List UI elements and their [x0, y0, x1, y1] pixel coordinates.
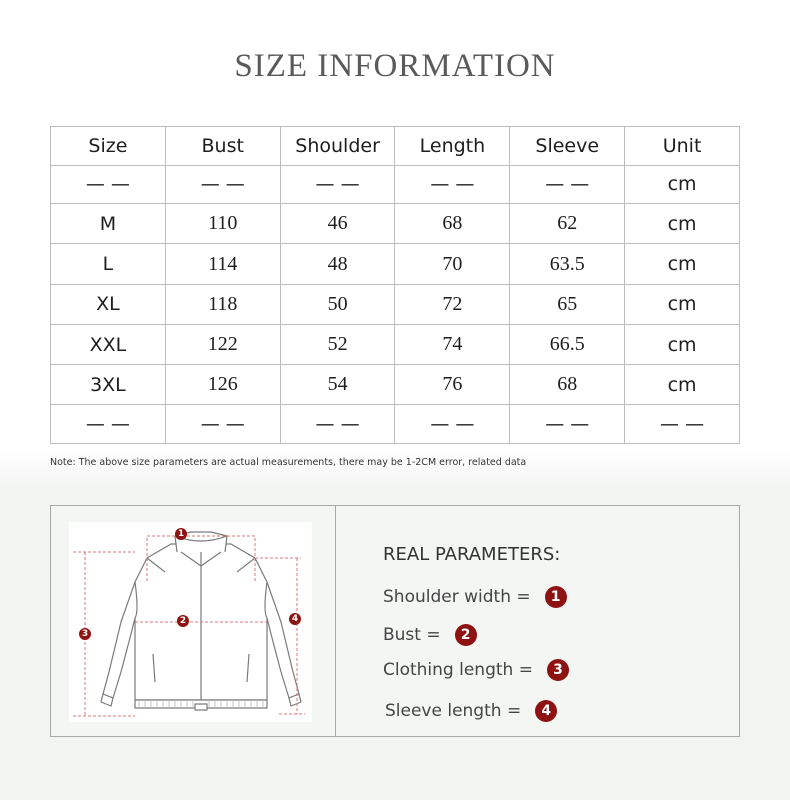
table-cell: — — — [280, 405, 395, 444]
table-cell: — — — [395, 405, 510, 444]
table-cell: XL — [51, 284, 166, 324]
table-cell: cm — [625, 365, 740, 405]
table-cell: cm — [625, 165, 740, 204]
table-row — [51, 284, 740, 324]
parameters-panel — [50, 505, 740, 737]
table-cell: 63.5 — [510, 244, 625, 284]
param-row-bust — [383, 624, 477, 646]
table-row — [51, 405, 740, 444]
param-row-length — [383, 659, 569, 681]
size-table — [50, 126, 740, 444]
marker-2-icon: 2 — [455, 624, 477, 646]
header-cell: Shoulder — [280, 127, 395, 166]
jacket-illustration — [69, 522, 312, 722]
table-cell: cm — [625, 244, 740, 284]
table-cell: — — — [51, 165, 166, 204]
table-cell: — — — [51, 405, 166, 444]
table-row — [51, 365, 740, 405]
table-row — [51, 165, 740, 204]
diagram-marker-1: 1 — [175, 528, 187, 540]
header-cell: Bust — [165, 127, 280, 166]
table-cell: — — — [165, 165, 280, 204]
table-cell: — — — [395, 165, 510, 204]
page-title: SIZE INFORMATION — [234, 48, 556, 84]
param-label: Bust = — [383, 625, 441, 645]
param-row-shoulder — [383, 586, 567, 608]
header-cell: Unit — [625, 127, 740, 166]
header-cell: Length — [395, 127, 510, 166]
diagram-marker-3: 3 — [79, 628, 91, 640]
table-cell: 66.5 — [510, 324, 625, 364]
table-cell: 62 — [510, 204, 625, 244]
table-cell: 76 — [395, 365, 510, 405]
diagram-marker-4: 4 — [289, 613, 301, 625]
table-cell: 68 — [510, 365, 625, 405]
param-label: Sleeve length = — [385, 701, 522, 721]
table-cell: 110 — [165, 204, 280, 244]
parameters-list — [383, 544, 560, 565]
header-cell: Size — [51, 127, 166, 166]
table-cell: 48 — [280, 244, 395, 284]
param-row-sleeve — [385, 700, 557, 722]
table-cell: — — — [625, 405, 740, 444]
table-cell: 122 — [165, 324, 280, 364]
marker-3-icon: 3 — [547, 659, 569, 681]
marker-4-icon: 4 — [535, 700, 557, 722]
table-cell: 118 — [165, 284, 280, 324]
diagram-marker-2: 2 — [177, 615, 189, 627]
table-row — [51, 204, 740, 244]
table-cell: 50 — [280, 284, 395, 324]
header-cell: Sleeve — [510, 127, 625, 166]
table-cell: L — [51, 244, 166, 284]
table-header-row — [51, 127, 740, 166]
table-cell: 114 — [165, 244, 280, 284]
table-cell: 3XL — [51, 365, 166, 405]
param-label: Shoulder width = — [383, 587, 531, 607]
jacket-diagram — [69, 522, 312, 722]
table-cell: M — [51, 204, 166, 244]
table-cell: 65 — [510, 284, 625, 324]
table-cell: cm — [625, 204, 740, 244]
table-row — [51, 244, 740, 284]
table-cell: 54 — [280, 365, 395, 405]
table-cell: 52 — [280, 324, 395, 364]
table-cell: XXL — [51, 324, 166, 364]
table-cell: — — — [510, 405, 625, 444]
table-cell: 74 — [395, 324, 510, 364]
table-cell: — — — [510, 165, 625, 204]
marker-1-icon: 1 — [545, 586, 567, 608]
panel-divider — [335, 506, 336, 736]
table-cell: 72 — [395, 284, 510, 324]
table-cell: 126 — [165, 365, 280, 405]
parameters-heading: REAL PARAMETERS: — [383, 544, 561, 565]
table-cell: — — — [165, 405, 280, 444]
param-label: Clothing length = — [383, 660, 533, 680]
table-cell: cm — [625, 284, 740, 324]
table-cell: 46 — [280, 204, 395, 244]
measurement-note: Note: The above size parameters are actual measurements, there may be 1-2CM error, related data — [50, 457, 527, 468]
table-cell: — — — [280, 165, 395, 204]
table-cell: 68 — [395, 204, 510, 244]
table-cell: cm — [625, 324, 740, 364]
table-row — [51, 324, 740, 364]
table-cell: 70 — [395, 244, 510, 284]
